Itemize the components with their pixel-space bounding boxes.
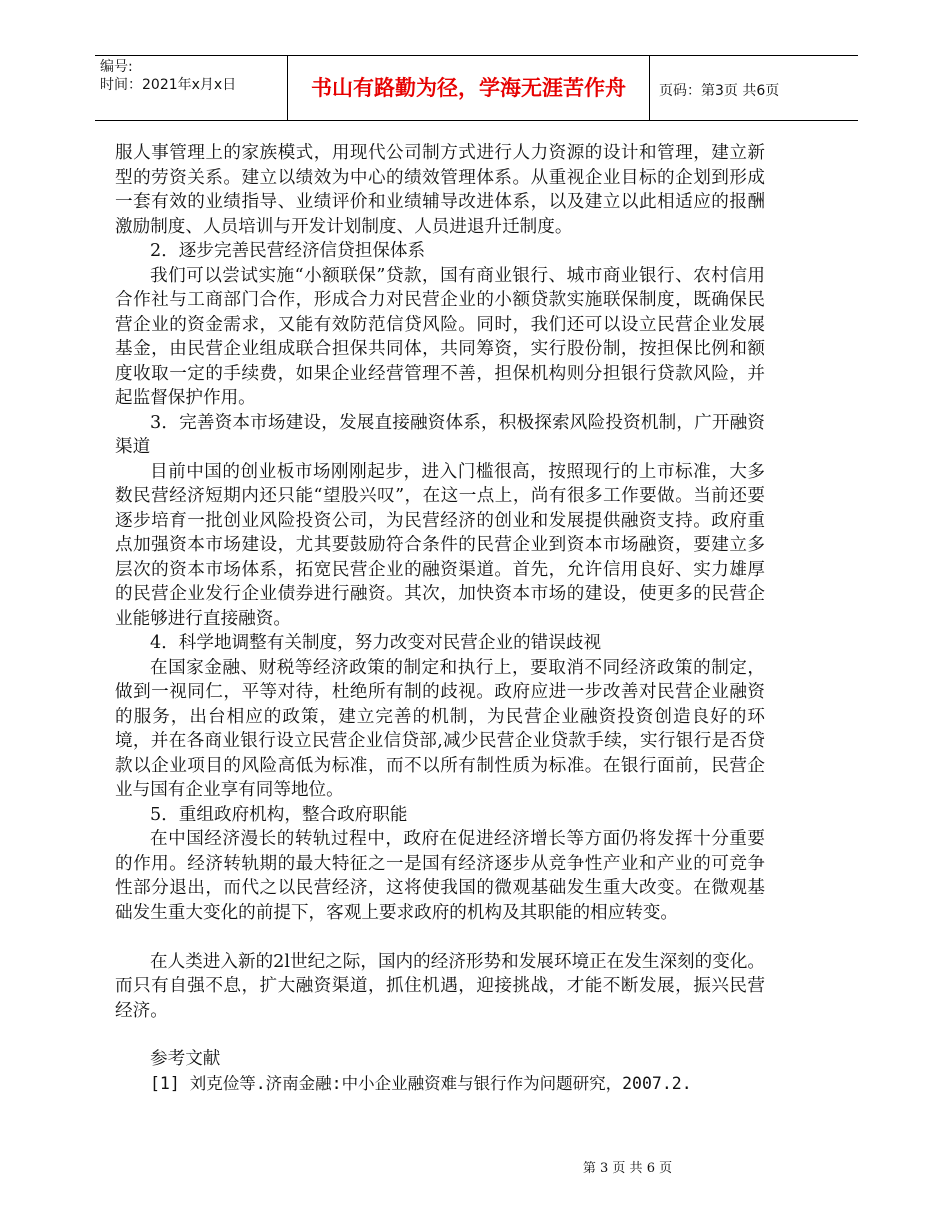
document-body	[115, 141, 765, 1096]
paragraph-government-reform: 在中国经济漫长的转轨过程中，政府在促进经济增长等方面仍将发挥十分重要的作用。经济转轨期的最大特征之一是国有经济逐步从竞争性产业和产业的可竞争性部分退出，而代之以民营经济，这将使我国的微观基础发生重大改变。在微观基础发生重大变化的前提下，客观上要求政府的机构及其职能的相应转变。	[115, 829, 765, 923]
header-page-info: 页码：第3页 共6页	[659, 83, 780, 99]
header-top-rule	[95, 55, 858, 56]
section-heading-5: 5．重组政府机构，整合政府职能	[150, 804, 408, 825]
header-meta	[100, 58, 236, 94]
header-motto: 书山有路勤为径，学海无涯苦作舟	[311, 76, 626, 100]
document-time: 时间：2021年x月x日	[100, 77, 237, 93]
document-number-label: 编号:	[100, 59, 133, 75]
section-heading-2: 2．逐步完善民营经济信贷担保体系	[150, 241, 426, 261]
section-heading-4: 4．科学地调整有关制度，努力改变对民营企业的错误歧视	[150, 633, 602, 653]
paragraph-hr-management: 服人事管理上的家族模式，用现代公司制方式进行人力资源的设计和管理，建立新型的劳资关系。建立以绩效为中心的绩效管理体系。从重视企业目标的企划到形成一套有效的业绩指导、业绩评价和业绩辅导改进体系，以及建立以此相适应的报酬激励制度、人员培训与开发计划制度、人员进退升迁制度。	[115, 143, 765, 237]
reference-item: [1] 刘克俭等.济南金融:中小企业融资难与银行作为问题研究，2007.2.	[150, 1073, 692, 1093]
section-heading-3: 3．完善资本市场建设，发展直接融资体系，积极探索风险投资机制，广开融资渠道	[115, 412, 765, 457]
paragraph-policy-adjustment: 在国家金融、财税等经济政策的制定和执行上，要取消不同经济政策的制定，做到一视同仁，平等对待，杜绝所有制的歧视。政府应进一步改善对民营企业融资的服务，出台相应的政策，建立完善的机制，为民营企业融资投资创造良好的环境，并在各商业银行设立民营企业信贷部,减少民营企业贷款手续，实行银行是否贷款以企业项目的风险高低为标准，而不以所有制性质为标准。在银行面前，民营企业与国有企业享有同等地位。	[115, 657, 765, 800]
paragraph-conclusion: 在人类进入新的2l世纪之际，国内的经济形势和发展环境正在发生深刻的变化。而只有自强不息，扩大融资渠道，抓住机遇，迎接挑战，才能不断发展，振兴民营经济。	[115, 951, 766, 1021]
header-divider-right	[649, 55, 650, 121]
paragraph-credit-guarantee: 我们可以尝试实施“小额联保”贷款，国有商业银行、城市商业银行、农村信用合作社与工商部门合作，形成合力对民营企业的小额贷款实施联保制度，既确保民营企业的资金需求，又能有效防范信贷风险。同时，我们还可以设立民营企业发展基金，由民营企业组成联合担保共同体，共同筹资，实行股份制，按担保比例和额度收取一定的手续费，如果企业经营管理不善，担保机构则分担银行贷款风险，并起监督保护作用。	[115, 265, 765, 408]
footer-page-number: 第 3 页 共 6 页	[582, 1161, 673, 1176]
header-bottom-rule	[95, 120, 858, 121]
references-title: 参考文献	[150, 1049, 221, 1069]
paragraph-capital-market: 目前中国的创业板市场刚刚起步，进入门槛很高，按照现行的上市标准，大多数民营经济短期内还只能“望股兴叹”，在这一点上，尚有很多工作要做。当前还要逐步培育一批创业风险投资公司，为民营经济的创业和发展提供融资支持。政府重点加强资本市场建设，尤其要鼓励符合条件的民营企业到资本市场融资，要建立多层次的资本市场体系，拓宽民营企业的融资渠道。首先，允许信用良好、实力雄厚的民营企业发行企业债券进行融资。其次，加快资本市场的建设，使更多的民营企业能够进行直接融资。	[115, 461, 765, 629]
